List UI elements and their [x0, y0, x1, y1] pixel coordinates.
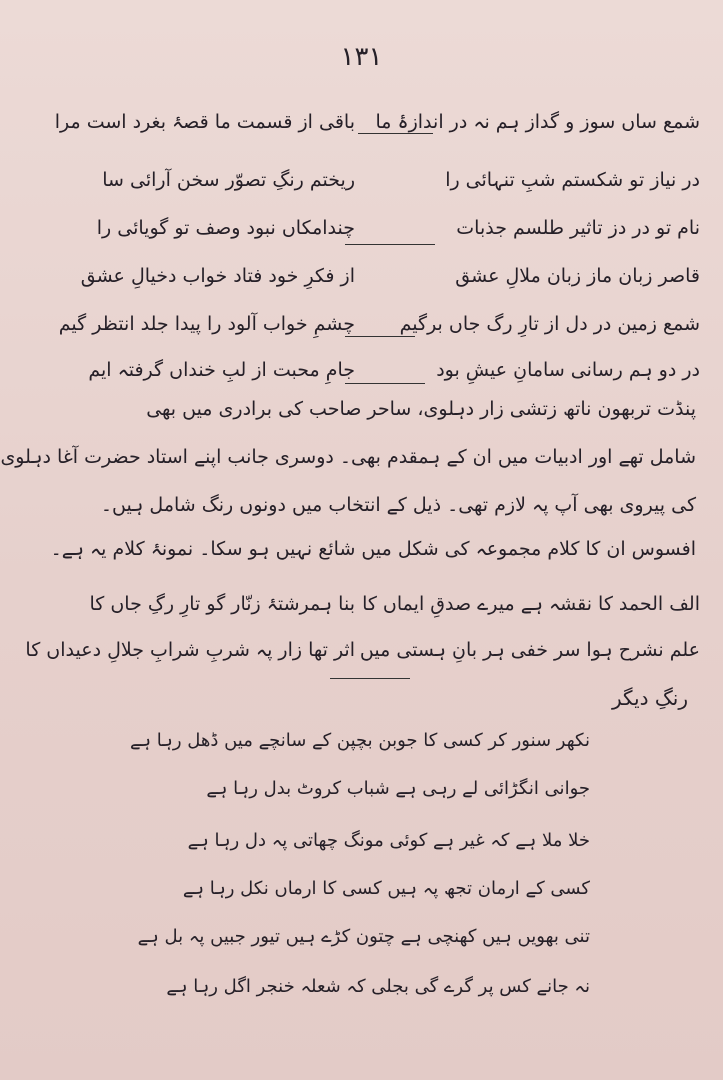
hemistich-right: نام تو در دز تاثیر طلسم جذبات [456, 217, 700, 239]
page-number: ۱۳۱ [340, 42, 383, 72]
rule [345, 244, 435, 245]
hemistich-left: جامِ محبت از لبِ خنداں گرفتہ ایم [88, 359, 355, 381]
couplet-4 [25, 258, 700, 294]
hemistich-left: باقی از قسمت ما قصۂ بغرد است مرا [54, 111, 355, 133]
hemistich-right: شمع ساں سوز و گداز ہم نہ در اندازۂ ما [375, 111, 700, 133]
rule [345, 383, 425, 384]
verse-line: نہ جانے کس پر گرے گی بجلی کہ شعلہ خنجر اگل رہا ہے [166, 976, 590, 997]
rule [358, 133, 433, 134]
couplet-3 [25, 210, 700, 246]
rule [330, 678, 410, 679]
prose-line: پنڈت تربھون ناتھ زتشی زار دہلوی، ساحر صاحب کی برادری میں بھی [146, 398, 696, 420]
hemistich-right: در دو ہم رسانی سامانِ عیشِ بود [436, 359, 700, 381]
section-heading: رنگِ دیگر [611, 686, 688, 710]
hemistich-right: علم نشرح ہوا سر خفی ہر بانِ ہستی میں [359, 639, 700, 661]
prose-line: شامل تھے اور ادبیات میں ان کے ہمقدم بھی۔ دوسری جانب اپنے استاد حضرت آغا دہلوی [0, 446, 696, 468]
couplet-8 [25, 632, 700, 668]
hemistich-right: شمع زمین در دل از تارِ رگ جاں برگیم [399, 313, 700, 335]
verse-line: نکھر سنور کر کسی کا جوبن بچپن کے سانچے میں ڈھل رہا ہے [129, 730, 590, 751]
prose-line: افسوس ان کا کلام مجموعہ کی شکل میں شائع نہیں ہو سکا۔ نمونۂ کلام یہ ہے۔ [50, 538, 696, 560]
couplet-1 [25, 104, 700, 140]
verse-line: خلا ملا ہے کہ غیر ہے کوئی مونگ چھاتی پہ دل رہا ہے [187, 830, 590, 851]
hemistich-left: از فکرِ خود فتاد خواب دخیالِ عشق [80, 265, 355, 287]
hemistich-left: چشمِ خواب آلود را پیدا جلد انتظر گیم [58, 313, 355, 335]
couplet-7 [25, 586, 700, 622]
rule [345, 336, 415, 337]
hemistich-left: چندامکاں نبود وصف تو گویائی را [96, 217, 355, 239]
hemistich-left: بنا ہمرشتۂ زنّار گو تارِ رگِ جاں کا [89, 593, 355, 615]
verse-line: کسی کے ارمان تجھ پہ ہیں کسی کا ارماں نکل رہا ہے [182, 878, 590, 899]
hemistich-right: قاصر زبان ماز زبان ملالِ عشق [455, 265, 700, 287]
verse-line: جوانی انگڑائی لے رہی ہے شباب کروٹ بدل رہا ہے [206, 778, 590, 799]
hemistich-right: در نیاز تو شکستم شبِ تنہائی را [445, 169, 700, 191]
couplet-2 [25, 162, 700, 198]
hemistich-right: الف الحمد کا نقشہ ہے میرے صدقِ ایماں کا [362, 593, 700, 615]
hemistich-left: اثر تھا زار پہ شربِ شرابِ جلالِ دعیداں کا [25, 639, 355, 661]
prose-line: کی پیروی بھی آپ پہ لازم تھی۔ ذیل کے انتخاب میں دونوں رنگ شامل ہیں۔ [100, 494, 696, 516]
verse-line: تنی بھویں ہیں کھنچی ہے چتون کڑے ہیں تیور جبیں پہ بل ہے [137, 926, 590, 947]
hemistich-left: ریختم رنگِ تصوّر سخن آرائی سا [102, 169, 355, 191]
